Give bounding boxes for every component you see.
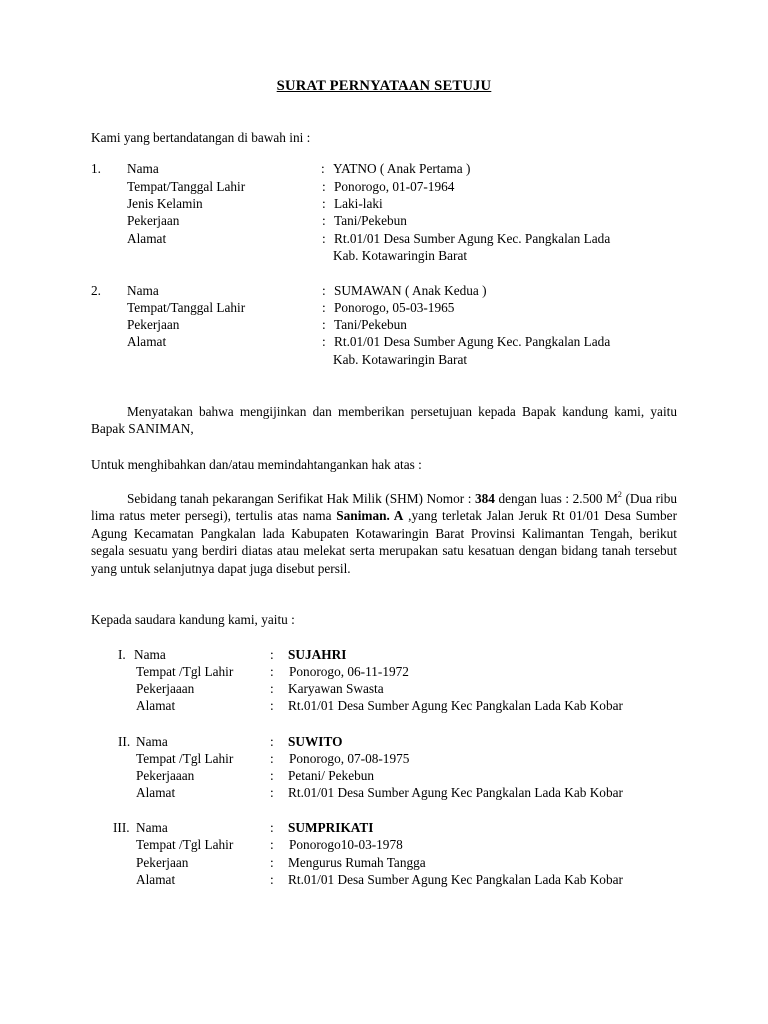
field-colon: : [270,681,274,696]
recipient-label: Tempat /Tgl Lahir [136,751,234,766]
field-colon: : [270,664,274,679]
recipient-name: SUMPRIKATI [288,820,374,835]
recipient-label: Alamat [136,872,176,887]
intro-text: Kami yang bertandatangan di bawah ini : [91,130,311,145]
recipient-name: SUJAHRI [288,647,347,662]
owner-name: Saniman. A [336,508,404,524]
document-title: SURAT PERNYATAAN SETUJU [276,78,492,94]
recipient-birth: Ponorogo, 07-08-1975 [289,751,410,766]
field-colon: : [322,300,326,315]
recipient-address: Rt.01/01 Desa Sumber Agung Kec Pangkalan Lada Kab Kobar [288,698,623,713]
recipient-job: Petani/ Pekebun [288,768,375,783]
statement-paragraph: Menyatakan bahwa mengijinkan dan memberikan persetujuan kepada Bapak kandung kami, yaitu Bapak SANIMAN, [91,404,677,437]
recipient-label: Pekerjaan [136,855,189,870]
recipient-job: Karyawan Swasta [288,681,384,696]
field-colon: : [322,213,326,228]
signer-number: 2. [91,283,101,298]
field-value-continued: Kab. Kotawaringin Barat [333,352,468,367]
recipient-address: Rt.01/01 Desa Sumber Agung Kec Pangkalan Lada Kab Kobar [288,872,623,887]
shm-number: 384 [474,491,495,506]
field-colon: : [322,334,326,349]
field-colon: : [322,283,326,298]
unit-superscript: 2 [617,490,622,499]
field-label: Tempat/Tanggal Lahir [127,179,246,194]
field-label: Pekerjaan [127,213,180,228]
recipient-birth: Ponorogo10-03-1978 [289,837,403,852]
field-label: Alamat [127,231,167,246]
field-label: Nama [127,161,159,176]
field-colon: : [321,161,325,176]
recipient-label: Nama [134,647,166,662]
field-value: Rt.01/01 Desa Sumber Agung Kec. Pangkalan Lada [334,231,611,246]
land-text-2: dengan luas : 2.500 M [498,491,618,506]
field-label: Tempat/Tanggal Lahir [127,300,246,315]
field-value: YATNO ( Anak Pertama ) [333,161,471,176]
recipients-intro: Kepada saudara kandung kami, yaitu : [91,612,295,627]
recipient-job: Mengurus Rumah Tangga [288,855,426,870]
field-label: Nama [127,283,159,298]
field-value: Ponorogo, 05-03-1965 [334,300,455,315]
field-colon: : [270,872,274,887]
field-value: Rt.01/01 Desa Sumber Agung Kec. Pangkalan Lada [334,334,611,349]
recipient-numeral: I. [118,647,126,662]
field-colon: : [270,837,274,852]
field-colon: : [322,179,326,194]
field-value: SUMAWAN ( Anak Kedua ) [334,283,487,298]
recipient-label: Alamat [136,785,176,800]
field-colon: : [270,820,274,835]
field-colon: : [270,768,274,783]
land-text-1: Sebidang tanah pekarangan Serifikat Hak Milik (SHM) Nomor : [127,491,472,506]
field-label: Alamat [127,334,167,349]
recipient-numeral: II. [118,734,131,749]
field-label: Pekerjaan [127,317,180,332]
recipient-address: Rt.01/01 Desa Sumber Agung Kec Pangkalan Lada Kab Kobar [288,785,623,800]
field-colon: : [270,785,274,800]
recipient-label: Nama [136,734,168,749]
field-value: Ponorogo, 01-07-1964 [334,179,455,194]
field-colon: : [322,196,326,211]
recipient-label: Nama [136,820,168,835]
field-colon: : [270,734,274,749]
recipient-numeral: III. [113,820,130,835]
field-value: Tani/Pekebun [334,213,407,228]
statement-transfer: Untuk menghibahkan dan/atau memindahtangankan hak atas : [91,457,422,472]
recipient-label: Pekerjaaan [136,768,195,783]
recipient-label: Tempat /Tgl Lahir [136,837,234,852]
field-value: Tani/Pekebun [334,317,407,332]
field-colon: : [270,855,274,870]
field-value-continued: Kab. Kotawaringin Barat [333,248,468,263]
signer-number: 1. [91,161,101,176]
field-value: Laki-laki [334,196,383,211]
land-text-3: (Dua ribu lima ratus meter persegi), tertulis atas nama [91,491,677,524]
field-label: Jenis Kelamin [127,196,203,211]
field-colon: : [270,698,274,713]
field-colon: : [322,317,326,332]
field-colon: : [270,647,274,662]
recipient-birth: Ponorogo, 06-11-1972 [289,664,409,679]
land-description [91,490,677,577]
land-text-4: ,yang terletak Jalan Jeruk Rt 01/01 Desa Sumber Agung Kecamatan Pangkalan lada Kabupaten Kotawaringin Barat Provinsi Kalimantan Tengah, berikut segala sesuatu yang berdiri diatas atau melekat serta merupakan satu kesatuan dengan bidang tanah tersebut yang untuk selanjutnya dapat juga disebut persil. [91,508,678,576]
recipient-label: Tempat /Tgl Lahir [136,664,234,679]
recipient-label: Alamat [136,698,176,713]
field-colon: : [322,231,326,246]
field-colon: : [270,751,274,766]
recipient-name: SUWITO [288,734,343,749]
recipient-label: Pekerjaaan [136,681,195,696]
